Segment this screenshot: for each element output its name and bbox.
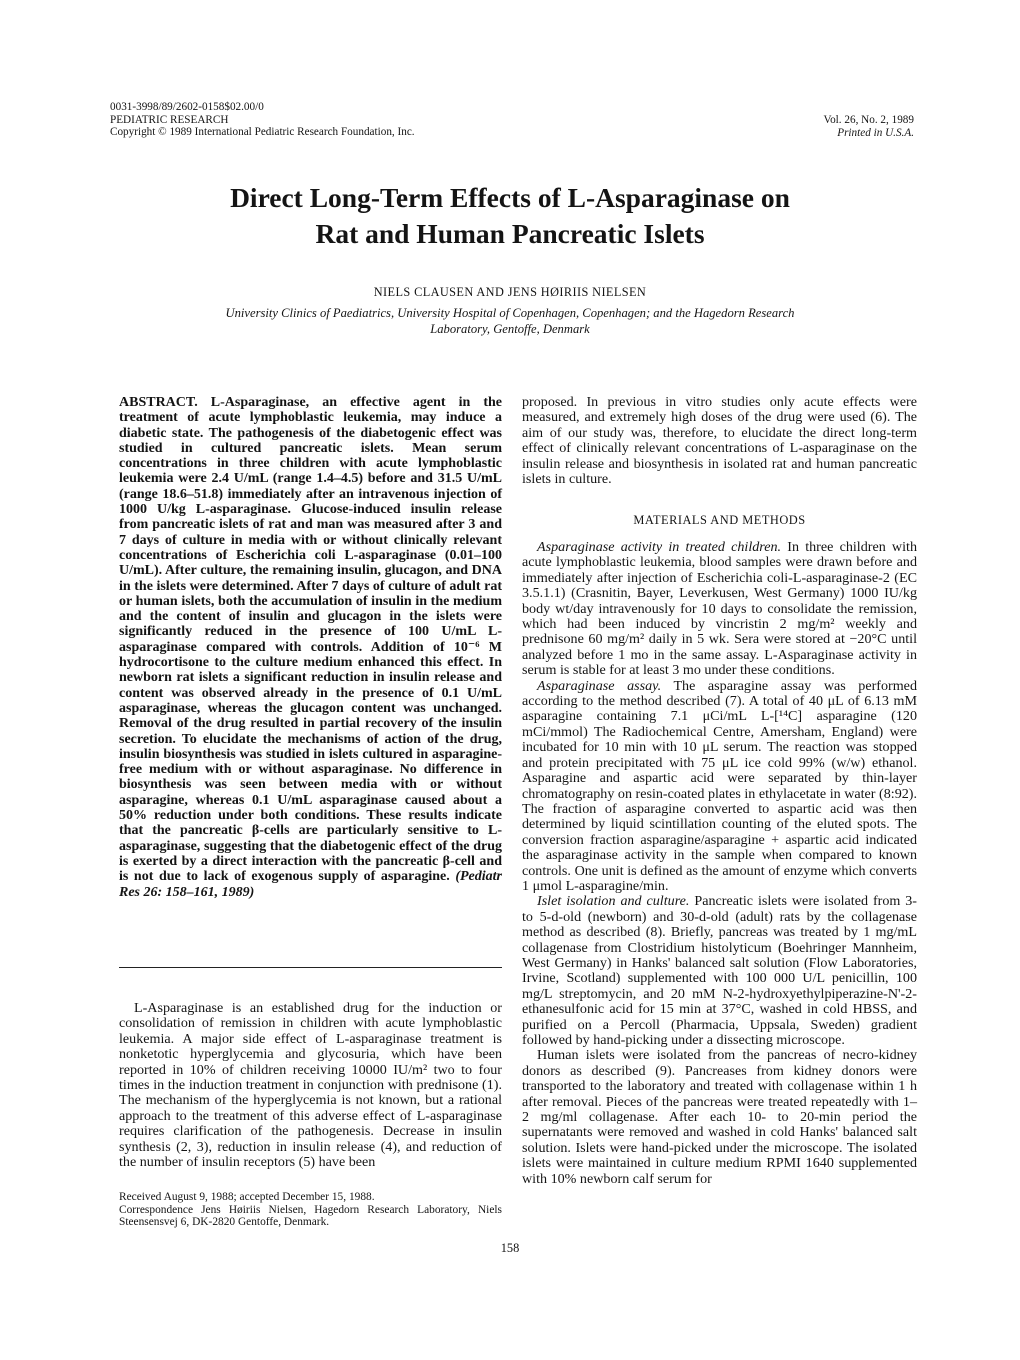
methods-paragraph-2 — [522, 679, 917, 895]
page-number: 158 — [500, 1241, 520, 1255]
methods-p3-text: Pancreatic islets were isolated from 3- to 5-d-old (newborn) and 30-d-old (adult) rats by the collagenase method as described (8). Briefly, pancreas was treated by 1 mg/mL collagenase from Clostridium histolyticum (Boehringer Mannheim, West Germany) in Hanks' balanced salt solution (Flow Laboratories, Irvine, Scotland) supplemented with 100 000 U/L penicillin, 100 mg/L streptomycin, and 20 mM N-2-hydroxyethylpiperazine-N'-2-ethanesulfonic acid for 15 min at 37°C, washed in cold HBSS, and purified on a Percoll (Pharmacia, Uppsala, Sweden) gradient followed by hand-picking under a dissecting microscope. — [522, 893, 918, 1048]
article-title — [110, 180, 910, 252]
methods-section — [522, 540, 917, 1187]
volume-info: Vol. 26, No. 2, 1989 — [823, 114, 914, 126]
copyright: Copyright © 1989 International Pediatric Research Foundation, Inc. — [110, 126, 415, 139]
affiliation-line-2: Laboratory, Gentoffe, Denmark — [430, 321, 590, 336]
doc-code: 0031-3998/89/2602-0158$02.00/0 — [110, 101, 264, 113]
intro-continued — [522, 395, 917, 487]
methods-p2-text: The asparagine assay was performed according to the method described (7). A total of 40 μL of 6.13 mM asparagine containing 7.1 μCi/mL L-[¹⁴C] asparagine (120 mCi/mmol) The Radiochemical Centre, Amersham, England) were incubated for 10 min with 10 μL serum. The reaction was stopped and protein precipitated with 75 μL ice cold 99% (w/w) ethanol. Asparagine and aspartic acid were separated by thin-layer chromatography on resin-coated plates in ethylacetate in water (8:92). The fraction of asparagine converted to aspartic acid was then determined by liquid scintillation counting of the eluted spots. The conversion fraction asparagine/asparagine + aspartic acid indicated the asparaginase activity in the sample when compared to known controls. One unit is defined as the amount of enzyme which converts 1 μmol L-asparagine/min. — [522, 677, 917, 894]
title-line-1: Direct Long-Term Effects of L-Asparaginase on — [230, 182, 790, 213]
abstract-divider — [119, 967, 502, 968]
printed-in: Printed in U.S.A. — [837, 126, 914, 139]
methods-paragraph-1 — [522, 540, 917, 679]
affiliation — [190, 306, 830, 337]
methods-heading: MATERIALS AND METHODS — [633, 513, 806, 527]
methods-p3-head: Islet isolation and culture. — [537, 893, 690, 910]
abstract-text: L-Asparaginase, an effective agent in the treatment of acute lymphoblastic leukemia, may induce a diabetic state. The pathogenesis of the diabetogenic effect was studied in cultured pancreatic islets. Mean serum concentrations in three children with acute lymphoblastic leukemia were 2.4 U/mL (range 1.4–4.5) before and 31.5 U/mL (range 18.6–51.8) immediately after an intravenous injection of 1000 U/kg L-asparaginase. Glucose-induced insulin release from pancreatic islets of rat and man was measured after 3 and 7 days of culture in media with or without clinically relevant concentrations of Escherichia coli L-asparaginase (0.01–100 U/mL). After culture, the remaining insulin, glucagon, and DNA in the islets were determined. After 7 days of culture of adult rat or human islets, both the accumulation of insulin in the medium and the content of insulin and glucagon in the islets were significantly reduced in the presence of 100 U/mL L-asparaginase compared with controls. Addition of 10⁻⁶ M hydrocortisone to the culture medium enhanced this effect. In newborn rat islets a significant reduction in insulin release and content was observed already in the presence of 0.1 U/mL asparaginase, whereas the glucagon content was unchanged. Removal of the drug resulted in partial recovery of the insulin secretion. To elucidate the mechanisms of action of the drug, insulin biosynthesis was studied in islets cultured in asparagine-free medium with or without asparaginase. No difference in biosynthesis was seen between media with or without asparagine, whereas 0.1 U/mL asparaginase caused about a 50% reduction under both conditions. These results indicate that the pancreatic β-cells are particularly sensitive to L-asparaginase, suggesting that the diabetogenic effect of the drug is exerted by a direct interaction with the pancreatic β-cell and is not due to lack of exogenous supply of asparagine. — [119, 395, 502, 885]
authors: NIELS CLAUSEN AND JENS HØIRIIS NIELSEN — [373, 285, 647, 299]
intro-paragraph: L-Asparaginase is an established drug for the induction or consolidation of remission in children with acute lymphoblastic leukemia. A major side effect of L-asparaginase treatment is nonketotic hyperglycemia and glycosuria, which have been reported in 10% of children receiving 10000 IU/m² two to four times in the induction treatment in conjunction with prednisone (1). The mechanism of the hyperglycemia is not known, but a rational approach to the treatment of this adverse effect of L-asparaginase requires clarification of the pathogenesis. Decrease in insulin synthesis (2, 3), reduction in insulin release (4), and reduction of the number of insulin receptors (5) have been — [119, 1000, 502, 1171]
journal-name: PEDIATRIC RESEARCH — [110, 113, 229, 126]
abstract — [119, 395, 502, 900]
journal-header-left — [110, 101, 415, 139]
introduction — [119, 1001, 502, 1170]
intro-continued-paragraph: proposed. In previous in vitro studies only acute effects were measured, and extremely high doses of the drug were used (6). The aim of our study was, therefore, to elucidate the direct long-term effect of clinically relevant concentrations of L-asparaginase on the insulin release and biosynthesis in isolated rat and human pancreatic islets in culture. — [522, 394, 917, 488]
methods-p1-text: In three children with acute lymphoblastic leukemia, blood samples were drawn before and immediately after injection of Escherichia coli-L-asparaginase-2 (EC 3.5.1.1) (Crasnitin, Bayer, Leverkusen, West Germany) 1000 IU/kg body wt/day intravenously for 10 days to consolidate the remission, which had been induced by vincristin 2 mg/m² weekly and prednisone 60 mg/m² daily in 5 wk. Sera were stored at −20°C until analyzed before 1 mo in the same assay. L-Asparaginase activity in serum is stable for at least 3 mo under these conditions. — [522, 539, 917, 679]
abstract-label: ABSTRACT. — [119, 395, 198, 410]
received-note: Received August 9, 1988; accepted December 15, 1988. — [119, 1191, 375, 1203]
affiliation-line-1: University Clinics of Paediatrics, University Hospital of Copenhagen, Copenhagen; and the Hagedorn Research — [225, 306, 795, 320]
methods-p1-head: Asparaginase activity in treated children. — [537, 539, 782, 555]
methods-p2-head: Asparaginase assay. — [537, 677, 662, 694]
correspondence-note: Correspondence Jens Høiriis Nielsen, Hagedorn Research Laboratory, Niels Steensensvej 6, DK-2820 Gentoffe, Denmark. — [119, 1203, 502, 1228]
abstract-citation: (Pediatr Res 26: 158–161, 1989) — [119, 869, 502, 900]
methods-paragraph-4: Human islets were isolated from the pancreas of necro-kidney donors as described (9). Pancreases from kidney donors were transported to the laboratory and treated with collagenase within 1 h after removal. Pieces of the pancreas were treated repeatedly with 1–2 mg/ml collagenase. After each 10- to 20-min period the supernatants were removed and washed in cold Hanks' balanced salt solution. Islets were hand-picked under the microscope. The isolated islets were maintained in culture medium RPMI 1640 supplemented with 10% newborn calf serum for — [522, 1047, 917, 1187]
footnotes — [119, 1191, 502, 1229]
title-line-2: Rat and Human Pancreatic Islets — [315, 218, 705, 249]
journal-header-right — [823, 114, 914, 139]
methods-paragraph-3 — [522, 894, 917, 1048]
